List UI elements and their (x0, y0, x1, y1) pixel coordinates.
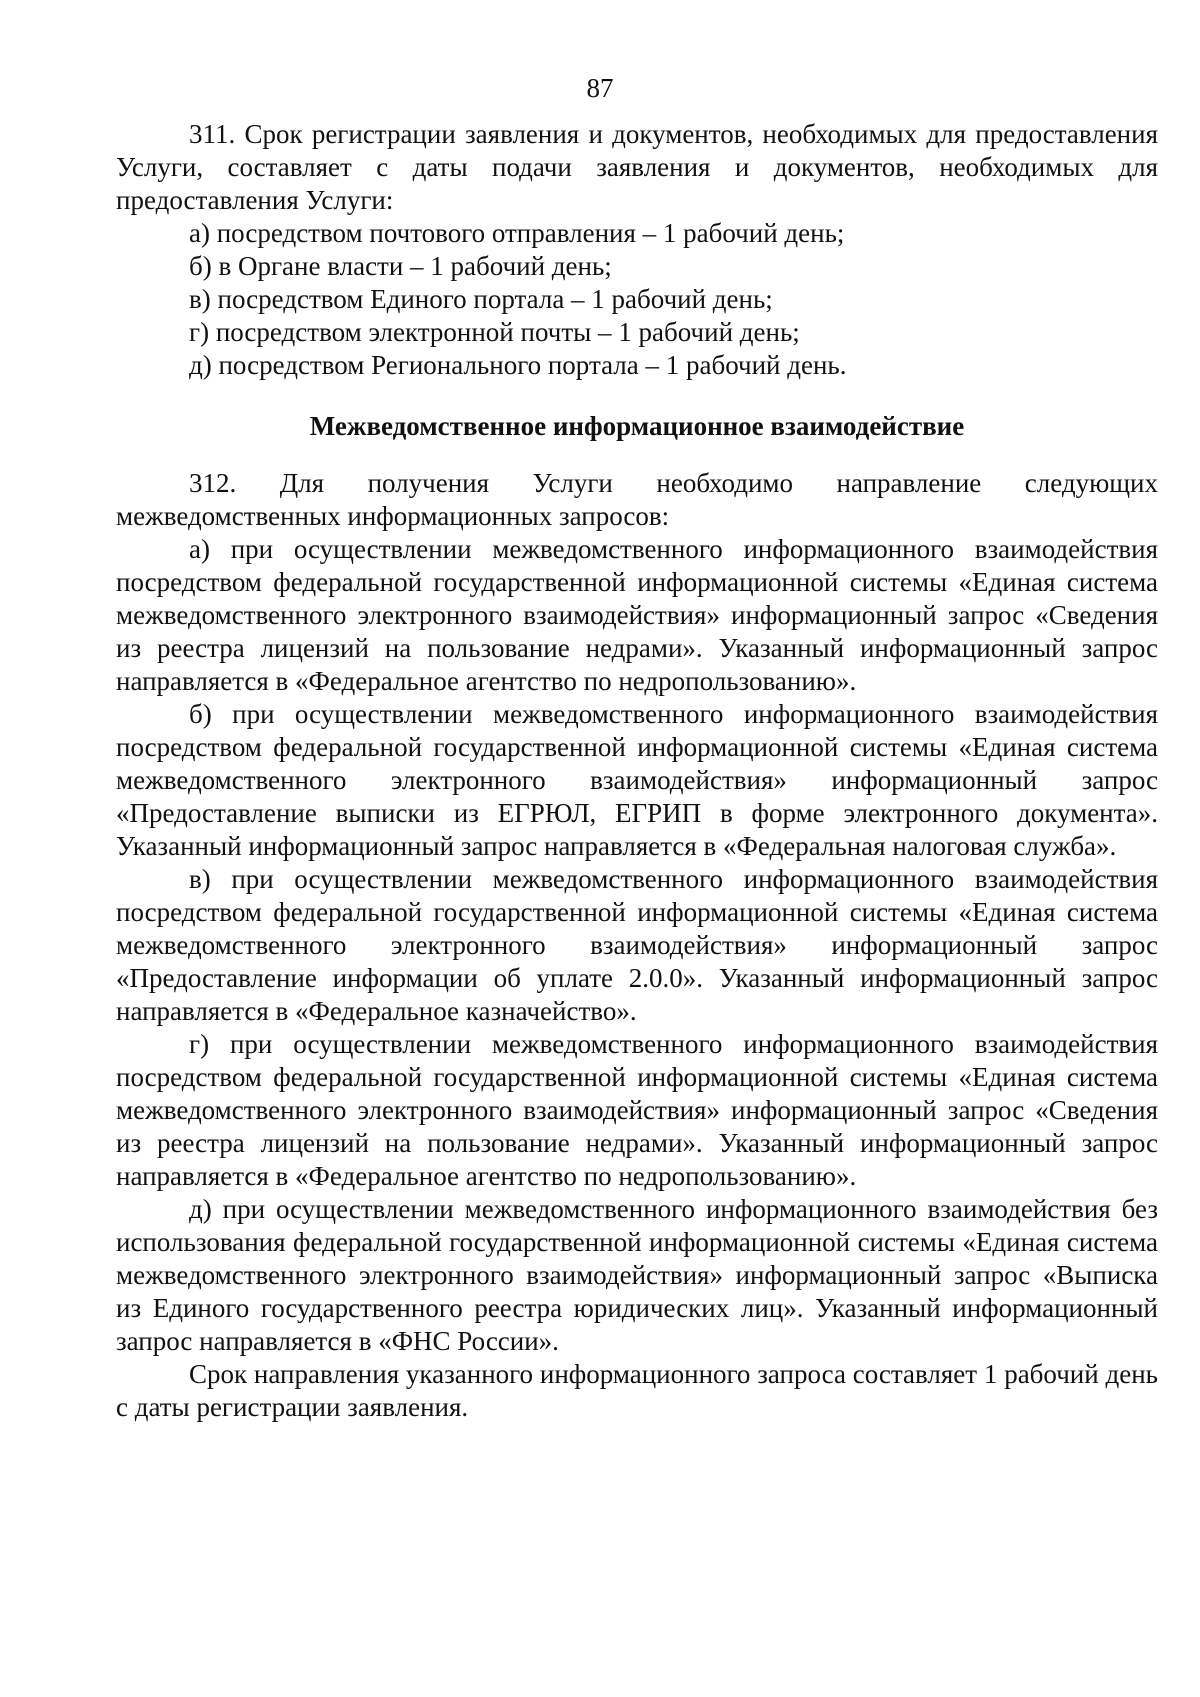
clause-312-item-b: б) при осуществлении межведомственного информационного взаимодействия посредством федеральной государственной информационной системы «Единая система межведомственного электронного взаимодействия» информационный запрос «Предоставление выписки из ЕГРЮЛ, ЕГРИП в форме электронного документа». Указанный информационный запрос направляется в «Федеральная налоговая служба». (116, 699, 1158, 861)
clause-311-item-g: г) посредством электронной почты – 1 рабочий день; (189, 317, 800, 347)
clause-312-item-a: а) при осуществлении межведомственного информационного взаимодействия посредством федеральной государственной информационной системы «Единая система межведомственного электронного взаимодействия» информационный запрос «Сведения из реестра лицензий на пользование недрами». Указанный информационный запрос направляется в «Федеральное агентство по недропользованию». (116, 534, 1158, 696)
document-body (116, 118, 1158, 1424)
clause-312-item-g: г) при осуществлении межведомственного информационного взаимодействия посредством федеральной государственной информационной системы «Единая система межведомственного электронного взаимодействия» информационный запрос «Сведения из реестра лицензий на пользование недрами». Указанный информационный запрос направляется в «Федеральное агентство по недропользованию». (116, 1029, 1158, 1191)
section-heading: Межведомственное информационное взаимодействие (309, 411, 965, 441)
clause-312-item-d: д) при осуществлении межведомственного информационного взаимодействия без использования федеральной государственной информационной системы «Единая система межведомственного электронного взаимодействия» информационный запрос «Выписка из Единого государственного реестра юридических лиц». Указанный информационный запрос направляется в «ФНС России». (116, 1194, 1158, 1356)
clause-311-item-b: б) в Органе власти – 1 рабочий день; (189, 251, 612, 281)
clause-311-text: 311. Срок регистрации заявления и документов, необходимых для предоставления Услуги, составляет с даты подачи заявления и документов, необходимых для предоставления Услуги: (116, 119, 1158, 215)
clause-311-item-v: в) посредством Единого портала – 1 рабочий день; (189, 284, 773, 314)
clause-312-item-v: в) при осуществлении межведомственного информационного взаимодействия посредством федеральной государственной информационной системы «Единая система межведомственного электронного взаимодействия» информационный запрос «Предоставление информации об уплате 2.0.0». Указанный информационный запрос направляется в «Федеральное казначейство». (116, 864, 1158, 1026)
clause-312-text: 312. Для получения Услуги необходимо направление следующих межведомственных информационных запросов: (116, 468, 1158, 531)
page-number: 87 (586, 73, 614, 103)
clause-312-closing: Срок направления указанного информационного запроса составляет 1 рабочий день с даты регистрации заявления. (116, 1359, 1158, 1422)
clause-311-item-d: д) посредством Регионального портала – 1 рабочий день. (189, 350, 847, 380)
clause-311-item-a: а) посредством почтового отправления – 1 рабочий день; (189, 218, 845, 248)
